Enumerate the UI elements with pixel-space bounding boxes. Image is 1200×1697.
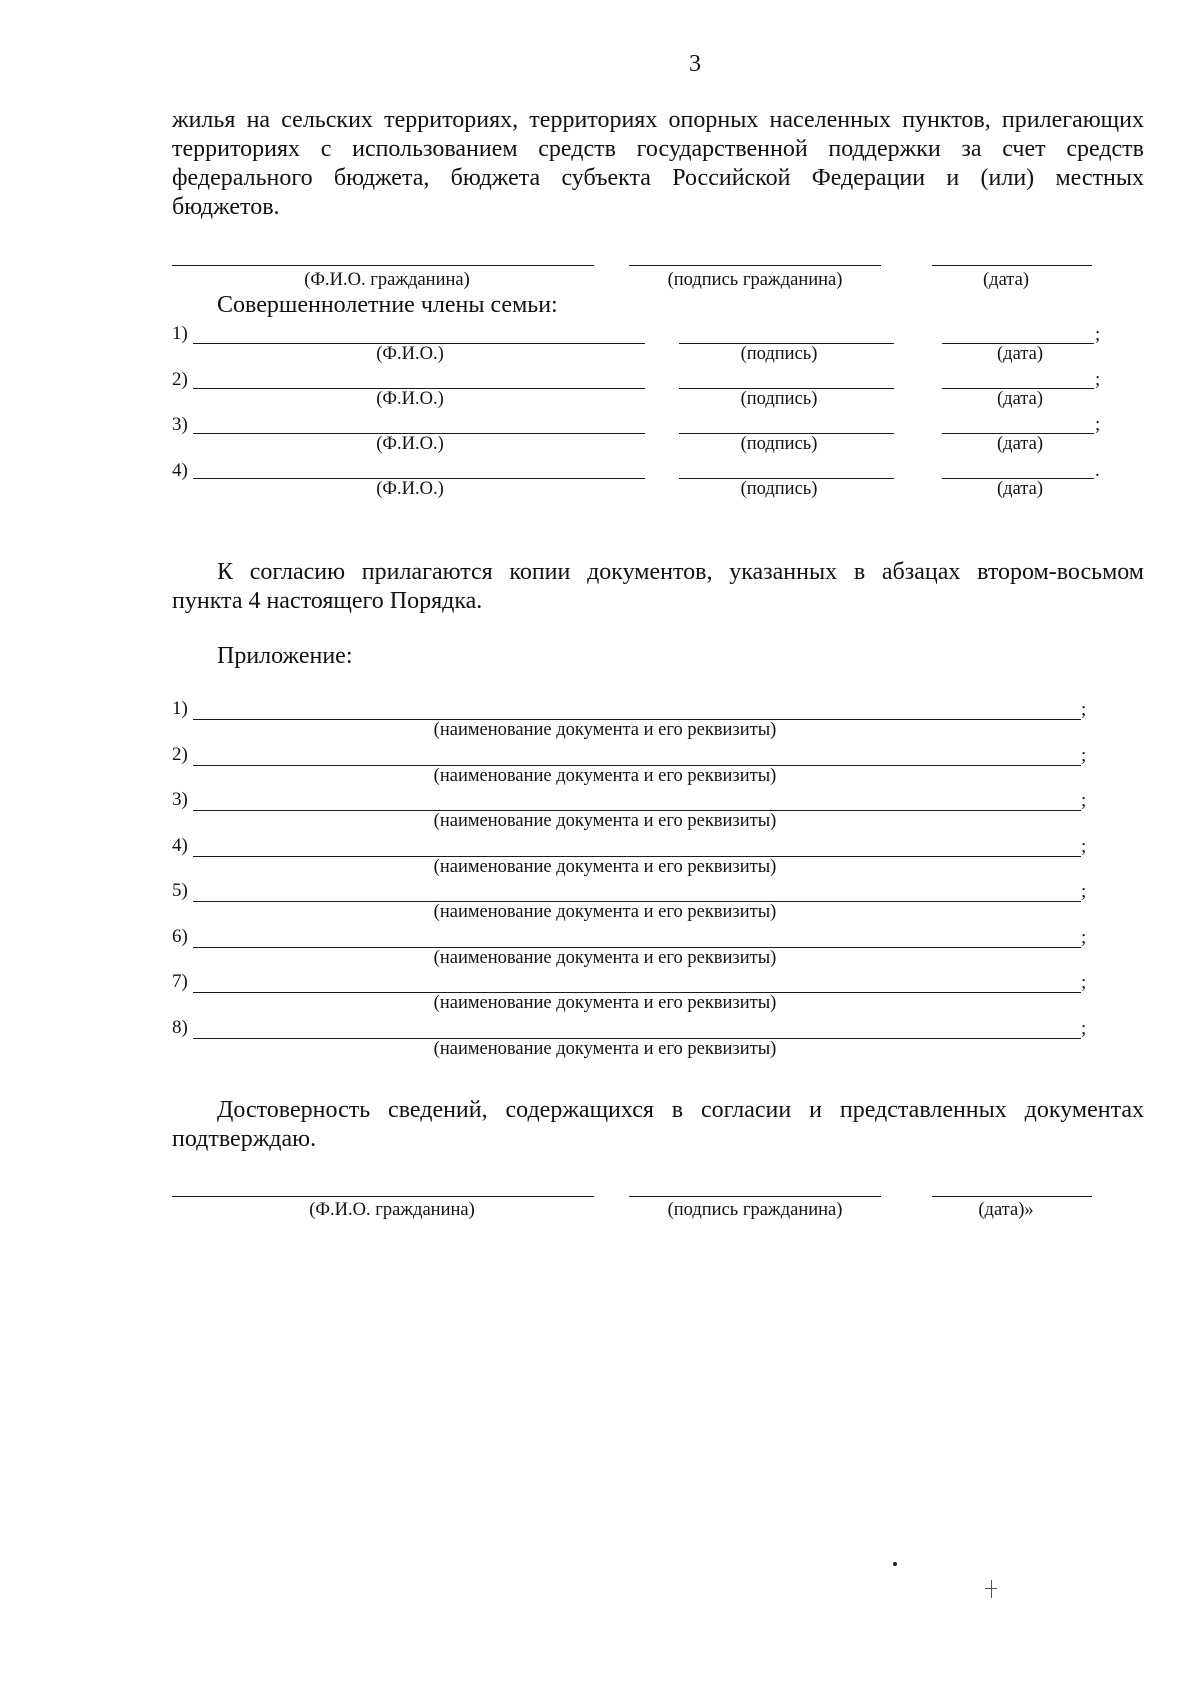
appendix-item-caption: (наименование документа и его реквизиты) (433, 902, 777, 922)
citizen-name-line[interactable] (172, 265, 594, 266)
family-signature-caption: (подпись) (740, 389, 818, 409)
appendix-item-number: 4) (172, 835, 188, 856)
intro-line-3: федерального бюджета, бюджета субъекта Российской Федерации и (или) местных (172, 165, 1144, 191)
appendix-item-end: ; (1081, 881, 1087, 902)
family-row-end: . (1095, 460, 1100, 481)
family-row-end: ; (1095, 324, 1101, 345)
scan-mark (985, 1588, 997, 1589)
intro-paragraph (172, 106, 1144, 222)
appendix-item-number: 5) (172, 880, 188, 901)
final-date-caption: (дата)» (978, 1200, 1034, 1220)
family-row-end: ; (1095, 369, 1101, 390)
appendix-item-number: 8) (172, 1017, 188, 1038)
attachment-note-line-1: К согласию прилагаются копии документов, указанных в абзацах втором-восьмом (217, 559, 1144, 585)
appendix-item-caption: (наименование документа и его реквизиты) (433, 811, 777, 831)
scan-mark (991, 1580, 992, 1598)
appendix-item-end: ; (1081, 927, 1087, 948)
citizen-name-caption: (Ф.И.О. гражданина) (304, 270, 470, 290)
final-signature-caption: (подпись гражданина) (667, 1200, 843, 1220)
family-signature-caption: (подпись) (740, 434, 818, 454)
attachment-note-paragraph (172, 558, 1144, 616)
family-name-caption: (Ф.И.О.) (376, 389, 444, 409)
family-date-caption: (дата) (997, 344, 1043, 364)
final-name-caption: (Ф.И.О. гражданина) (309, 1200, 475, 1220)
appendix-item-number: 1) (172, 698, 188, 719)
confirmation-line-2: подтверждаю. (172, 1126, 317, 1152)
family-date-caption: (дата) (997, 434, 1043, 454)
family-signature-caption: (подпись) (740, 479, 818, 499)
appendix-item-number: 3) (172, 789, 188, 810)
family-heading: Совершеннолетние члены семьи: (217, 292, 558, 318)
intro-line-4: бюджетов. (172, 194, 280, 220)
appendix-item-end: ; (1081, 699, 1087, 720)
attachment-note-line-2: пункта 4 настоящего Порядка. (172, 588, 483, 614)
final-name-line[interactable] (172, 1196, 594, 1197)
citizen-signature-caption: (подпись гражданина) (667, 270, 843, 290)
appendix-item-end: ; (1081, 745, 1087, 766)
family-signature-caption: (подпись) (740, 344, 818, 364)
family-row-number: 3) (172, 414, 188, 435)
appendix-item-number: 6) (172, 926, 188, 947)
appendix-item-end: ; (1081, 972, 1087, 993)
citizen-date-line[interactable] (932, 265, 1092, 266)
appendix-item-number: 2) (172, 744, 188, 765)
appendix-item-caption: (наименование документа и его реквизиты) (433, 993, 777, 1013)
appendix-item-caption: (наименование документа и его реквизиты) (433, 948, 777, 968)
family-row-number: 4) (172, 460, 188, 481)
final-signature-line[interactable] (629, 1196, 881, 1197)
family-row-number: 2) (172, 369, 188, 390)
appendix-item-end: ; (1081, 790, 1087, 811)
family-row-number: 1) (172, 323, 188, 344)
confirmation-line-1: Достоверность сведений, содержащихся в согласии и представленных документах (217, 1097, 1144, 1123)
appendix-item-number: 7) (172, 971, 188, 992)
scan-mark (893, 1562, 897, 1566)
appendix-item-caption: (наименование документа и его реквизиты) (433, 720, 777, 740)
final-date-line[interactable] (932, 1196, 1092, 1197)
appendix-item-caption: (наименование документа и его реквизиты) (433, 857, 777, 877)
appendix-heading: Приложение: (217, 643, 353, 669)
appendix-item-caption: (наименование документа и его реквизиты) (433, 1039, 777, 1059)
appendix-item-end: ; (1081, 836, 1087, 857)
intro-line-1: жилья на сельских территориях, территориях опорных населенных пунктов, прилегающих (172, 107, 1144, 133)
page-number: 3 (689, 51, 701, 77)
citizen-signature-line[interactable] (629, 265, 881, 266)
family-date-caption: (дата) (997, 389, 1043, 409)
family-name-caption: (Ф.И.О.) (376, 434, 444, 454)
confirmation-paragraph (172, 1096, 1144, 1154)
family-date-caption: (дата) (997, 479, 1043, 499)
appendix-item-end: ; (1081, 1018, 1087, 1039)
appendix-item-caption: (наименование документа и его реквизиты) (433, 766, 777, 786)
family-name-caption: (Ф.И.О.) (376, 344, 444, 364)
citizen-date-caption: (дата) (983, 270, 1029, 290)
intro-line-2: территориях с использованием средств государственной поддержки за счет средств (172, 136, 1144, 162)
family-row-end: ; (1095, 414, 1101, 435)
family-name-caption: (Ф.И.О.) (376, 479, 444, 499)
